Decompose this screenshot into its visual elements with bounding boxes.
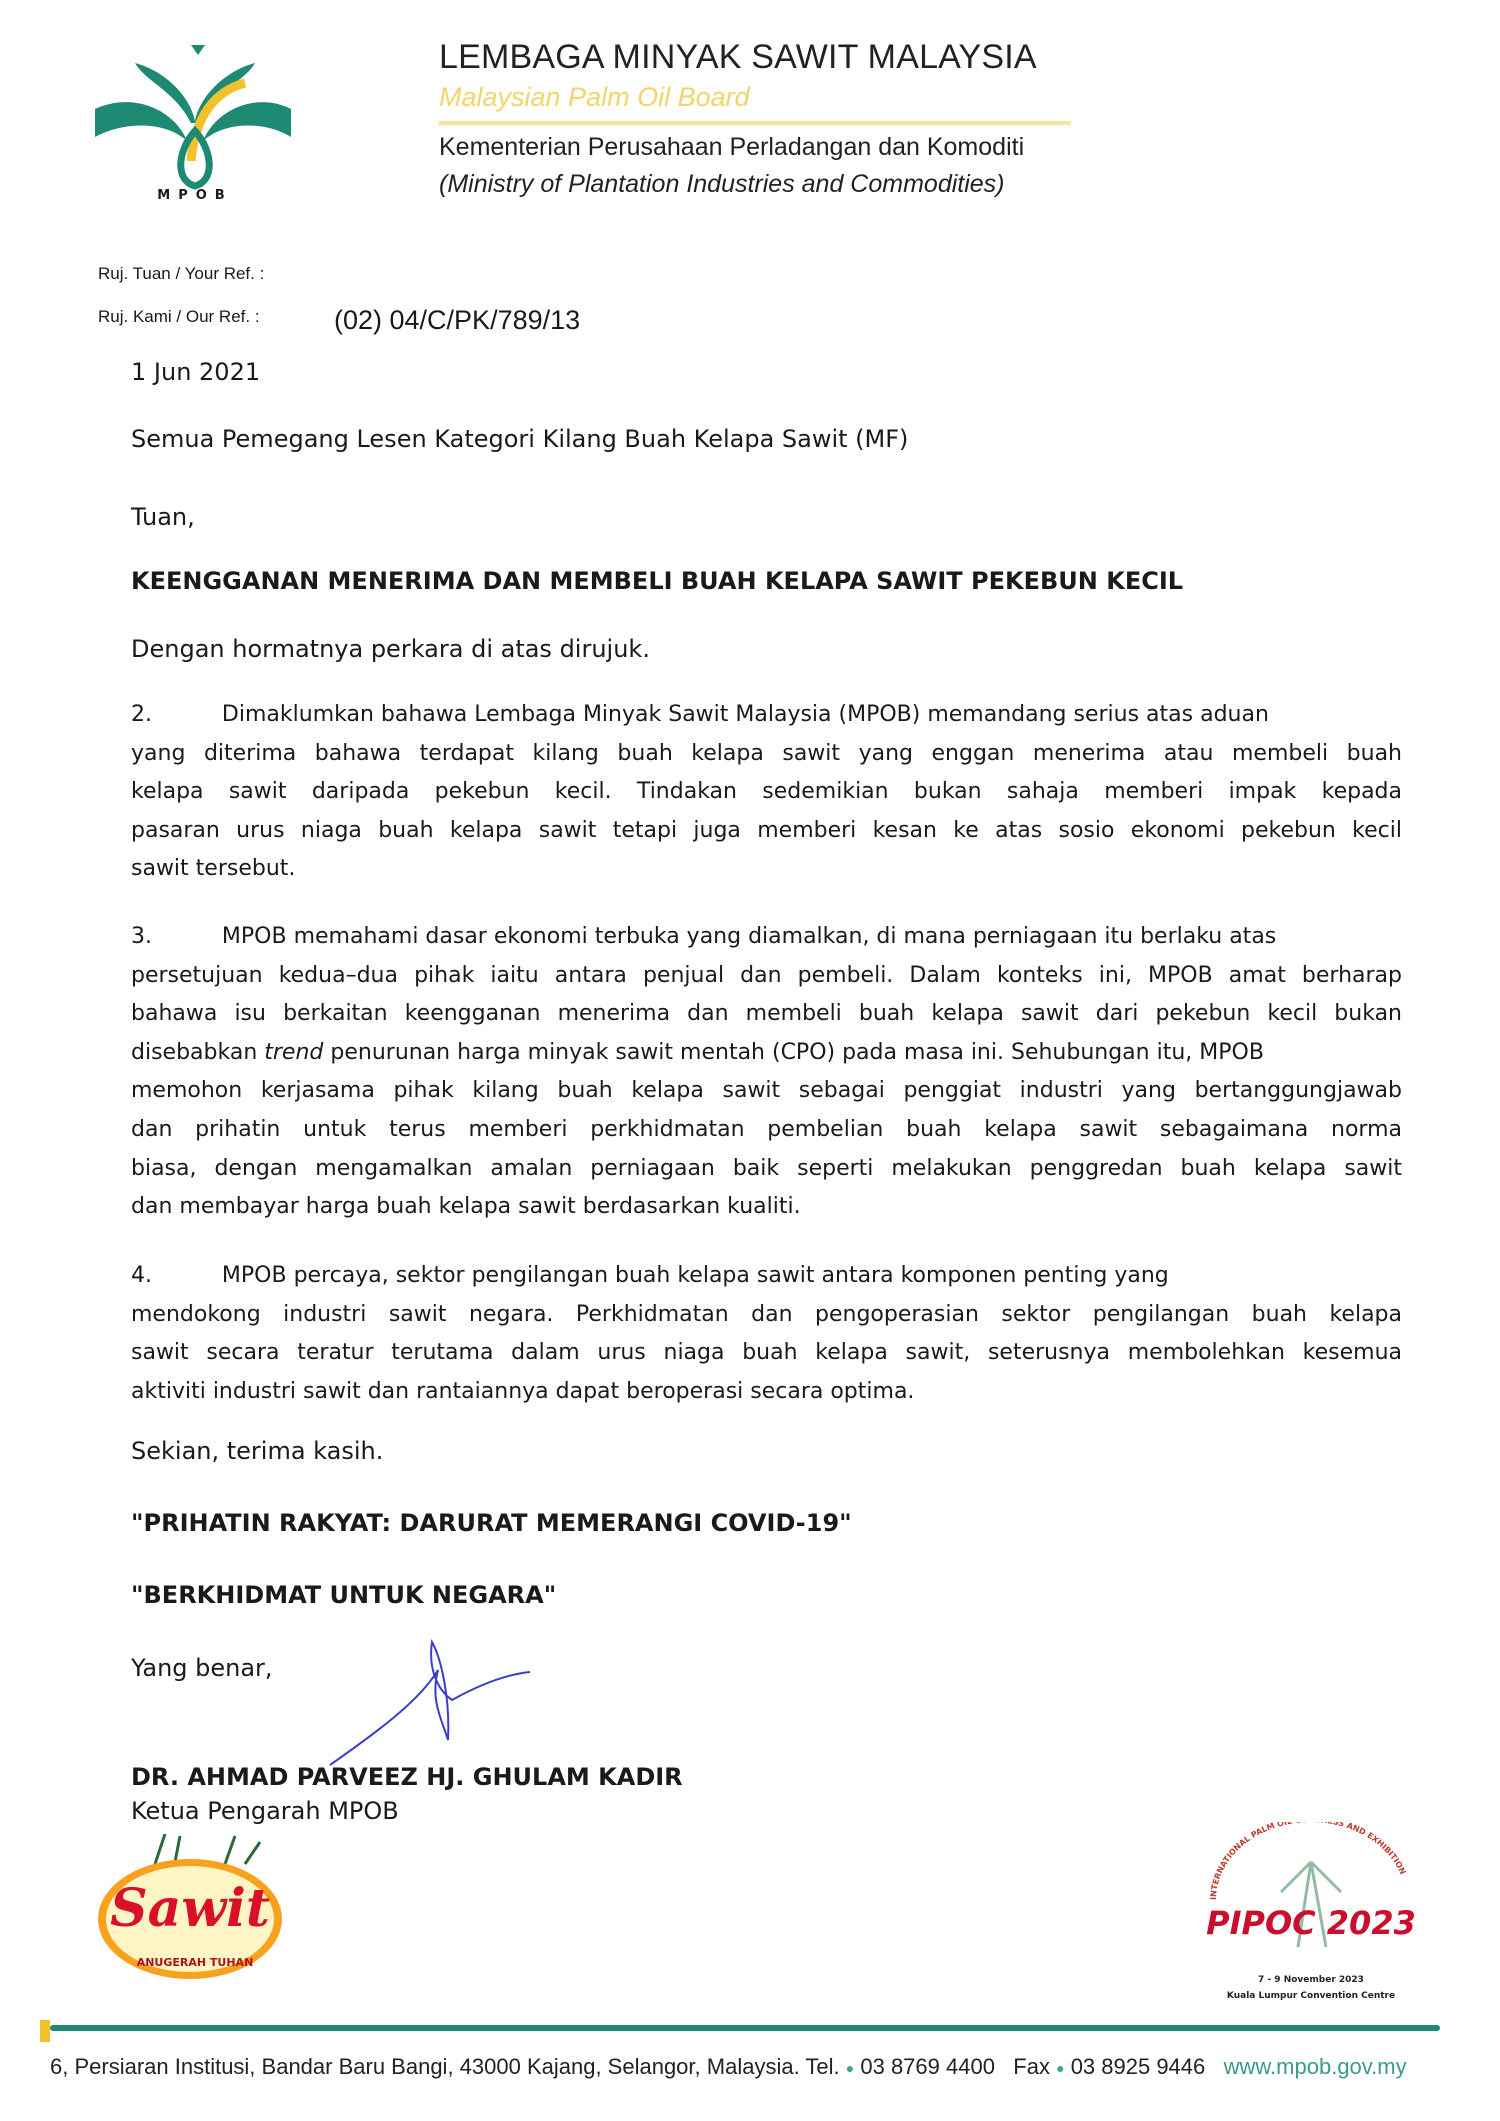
signature — [320, 1630, 540, 1770]
mpob-logo-text: MPOB — [157, 188, 233, 201]
recipient: Semua Pemegang Lesen Kategori Kilang Buah Kelapa Sawit (MF) — [131, 425, 909, 453]
sawit-anugerah-logo — [95, 1834, 295, 1984]
our-ref-label: Ruj. Kami / Our Ref. : — [98, 307, 260, 326]
sign-off: Yang benar, — [131, 1654, 273, 1682]
ministry-name: Kementerian Perusahaan Perladangan dan Komoditi — [439, 133, 1025, 161]
pipoc-2023-logo — [1186, 1822, 1436, 2012]
text-segment: disebabkan — [131, 1039, 265, 1065]
bullet-icon: ● — [1056, 2060, 1065, 2077]
footer-address: 6, Persiaran Institusi, Bandar Baru Bangi, 43000 Kajang, Selangor, Malaysia. Tel. — [50, 2054, 840, 2079]
paragraph-line: sawit tersebut. — [131, 856, 296, 882]
footer-contact — [50, 2054, 1407, 2080]
ministry-name-en: (Ministry of Plantation Industries and Commodities) — [439, 170, 1005, 198]
text-segment: 4. — [131, 1263, 152, 1288]
text-segment: Dimaklumkan bahawa Lembaga Minyak Sawit Malaysia (MPOB) memandang serius atas aduan — [152, 702, 1269, 727]
opening-line: Dengan hormatnya perkara di atas dirujuk. — [131, 635, 650, 663]
org-name: LEMBAGA MINYAK SAWIT MALAYSIA — [439, 38, 1037, 76]
closing-line: Sekian, terima kasih. — [131, 1437, 384, 1465]
paragraph-line — [131, 918, 1402, 957]
paragraph-line: mendokong industri sawit negara. Perkhidmatan dan pengoperasian sektor pengilangan buah kelapa — [131, 1301, 1402, 1327]
paragraph-line — [131, 1034, 1402, 1073]
bullet-icon: ● — [845, 2060, 855, 2077]
paragraph-line: dan prihatin untuk terus memberi perkhidmatan pembelian buah kelapa sawit sebagaimana norma — [131, 1116, 1402, 1142]
pipoc-dates: 7 - 9 November 2023 — [1258, 1975, 1364, 1985]
footer-tel: 03 8769 4400 — [860, 2054, 995, 2079]
text-segment: penurunan harga minyak sawit mentah (CPO) pada masa ini. Sehubungan itu, MPOB — [323, 1039, 1264, 1065]
org-name-en: Malaysian Palm Oil Board — [439, 82, 750, 112]
paragraph-line: yang diterima bahawa terdapat kilang buah kelapa sawit yang enggan menerima atau membeli buah — [131, 740, 1402, 766]
text-segment: 2. — [131, 702, 152, 727]
footer-fax-label: Fax — [1013, 2054, 1050, 2079]
sawit-logo-title: Sawit — [110, 1878, 270, 1939]
letter-date: 1 Jun 2021 — [131, 358, 261, 386]
slogan-covid: "PRIHATIN RAKYAT: DARURAT MEMERANGI COVID-19" — [131, 1509, 852, 1537]
paragraph-line: pasaran urus niaga buah kelapa sawit tetapi juga memberi kesan ke atas sosio ekonomi pekebun kecil — [131, 817, 1402, 843]
salutation: Tuan, — [131, 503, 195, 531]
pipoc-venue: Kuala Lumpur Convention Centre — [1226, 1991, 1396, 2001]
paragraph-line: persetujuan kedua–dua pihak iaitu antara penjual dan pembeli. Dalam konteks ini, MPOB amat berharap — [131, 962, 1402, 988]
header-divider — [439, 121, 1071, 125]
paragraph-line — [131, 696, 1402, 735]
text-segment: MPOB memahami dasar ekonomi terbuka yang diamalkan, di mana perniagaan itu berlaku atas — [152, 924, 1277, 949]
our-ref-value: (02) 04/C/PK/789/13 — [334, 305, 581, 335]
pipoc-title: PIPOC 2023 — [1206, 1904, 1416, 1942]
paragraph-line: memohon kerjasama pihak kilang buah kelapa sawit sebagai penggiat industri yang bertanggungjawab — [131, 1078, 1402, 1104]
subject-heading: KEENGGANAN MENERIMA DAN MEMBELI BUAH KELAPA SAWIT PEKEBUN KECIL — [131, 567, 1184, 595]
pipoc-ring-text: INTERNATIONAL PALM OI SS AND EXHIBITION — [1208, 1822, 1408, 1901]
paragraph-line: dan membayar harga buah kelapa sawit berdasarkan kualiti. — [131, 1194, 801, 1220]
signatory-name: DR. AHMAD PARVEEZ HJ. GHULAM KADIR — [131, 1763, 683, 1791]
paragraph-line: aktiviti industri sawit dan rantaiannya dapat beroperasi secara optima. — [131, 1378, 915, 1404]
paragraph-line: kelapa sawit daripada pekebun kecil. Tindakan sedemikian bukan sahaja memberi impak kepada — [131, 779, 1402, 805]
paragraph-4 — [131, 1257, 1402, 1411]
sawit-logo-sub: ANUGERAH TUHAN — [136, 1956, 254, 1969]
paragraph-line: biasa, dengan mengamalkan amalan perniagaan baik seperti melakukan penggredan buah kelapa sawit — [131, 1155, 1402, 1181]
paragraph-line: bahawa isu berkaitan keengganan menerima dan membeli buah kelapa sawit dari pekebun kecil bukan — [131, 1001, 1402, 1027]
italic-term: trend — [264, 1039, 324, 1065]
slogan-negara: "BERKHIDMAT UNTUK NEGARA" — [131, 1581, 557, 1609]
signatory-title: Ketua Pengarah MPOB — [131, 1797, 399, 1825]
footer-rule — [50, 2025, 1440, 2031]
paragraph-3 — [131, 918, 1402, 1227]
paragraph-line — [131, 1257, 1402, 1296]
paragraph-line: sawit secara teratur terutama dalam urus niaga buah kelapa sawit, seterusnya membolehkan kesemua — [131, 1340, 1402, 1366]
footer-website-link[interactable]: www.mpob.gov.my — [1223, 2054, 1407, 2079]
footer-accent — [40, 2020, 50, 2042]
text-segment: 3. — [131, 924, 152, 949]
mpob-logo — [95, 41, 295, 201]
paragraph-2 — [131, 696, 1402, 889]
footer-fax: 03 8925 9446 — [1070, 2054, 1206, 2079]
your-ref-label: Ruj. Tuan / Your Ref. : — [98, 264, 265, 283]
text-segment: MPOB percaya, sektor pengilangan buah kelapa sawit antara komponen penting yang — [152, 1263, 1169, 1288]
